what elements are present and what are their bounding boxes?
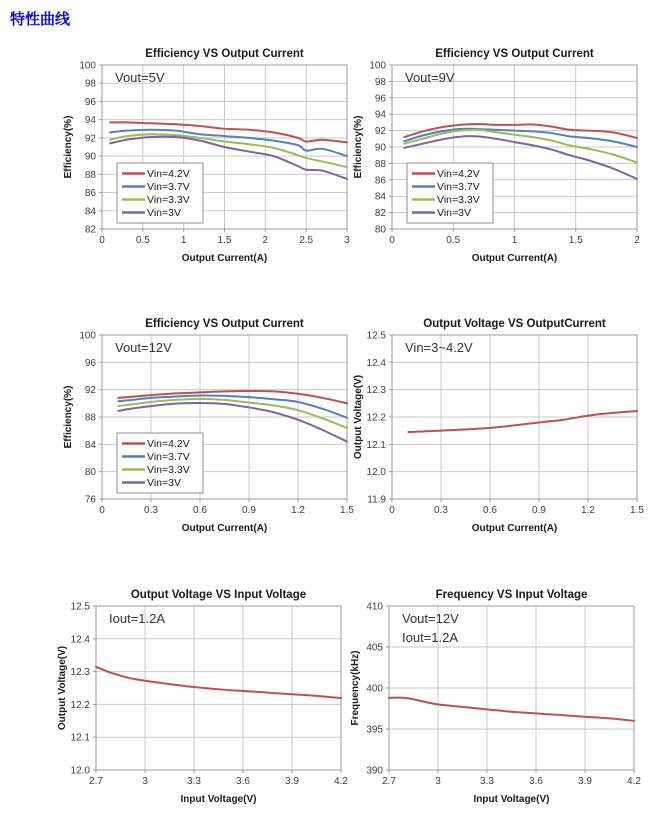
x-tick-label: 1.2	[291, 505, 305, 516]
x-tick-label: 0	[389, 505, 395, 516]
x-tick-label: 0.3	[144, 505, 158, 516]
y-tick-label: 88	[84, 169, 96, 181]
y-tick-label: 82	[374, 208, 386, 220]
x-tick-label: 0.5	[135, 235, 150, 246]
legend-label-vin-3-3v: Vin=3.3V	[147, 464, 190, 476]
y-tick-label: 12.4	[70, 634, 90, 646]
x-tick-label: 3.9	[285, 776, 299, 787]
chart-svg	[56, 586, 351, 808]
chart-svg	[62, 315, 357, 537]
condition-annotation: Vin=3~4.2V	[405, 340, 473, 355]
x-tick-label: 1.5	[340, 505, 354, 516]
x-tick-label: 1	[180, 235, 187, 246]
x-tick-label: 4.2	[627, 776, 641, 787]
y-tick-label: 12.3	[366, 385, 386, 397]
chart-efficiency-vs-output-current-vout5v	[62, 45, 357, 267]
y-tick-label: 96	[84, 357, 96, 369]
chart-title: Frequency VS Input Voltage	[435, 589, 588, 601]
condition-annotation: Iout=1.2A	[402, 630, 459, 645]
chart-frequency-vs-input-voltage	[349, 586, 644, 808]
condition-annotation: Vout=5V	[115, 70, 165, 85]
x-tick-label: 3.3	[480, 776, 494, 787]
x-tick-label: 0.3	[434, 505, 448, 516]
legend-label-vin-4-2v: Vin=4.2V	[147, 438, 190, 450]
condition-annotation: Vout=12V	[115, 340, 172, 355]
y-tick-label: 76	[84, 494, 96, 506]
chart-output-voltage-vs-input-voltage	[56, 586, 351, 808]
x-tick-label: 3.3	[187, 776, 201, 787]
x-axis-label: Output Current(A)	[181, 253, 268, 264]
legend-label-vin-3-3v: Vin=3.3V	[437, 194, 480, 206]
chart-title: Efficiency VS Output Current	[435, 48, 594, 60]
y-axis-label: Efficiency(%)	[63, 115, 74, 179]
series-line-vout	[408, 411, 637, 432]
x-axis-label: Input Voltage(V)	[180, 794, 257, 805]
x-tick-label: 3	[435, 776, 441, 787]
x-tick-label: 0	[99, 235, 105, 246]
y-tick-label: 12.0	[70, 765, 90, 777]
x-tick-label: 2.7	[382, 776, 396, 787]
y-tick-label: 96	[374, 93, 386, 105]
condition-annotation: Iout=1.2A	[109, 611, 166, 626]
chart-title: Output Voltage VS OutputCurrent	[423, 318, 606, 330]
y-tick-label: 80	[84, 467, 96, 479]
y-axis-label: Output Voltage(V)	[353, 374, 364, 460]
x-tick-label: 3.6	[529, 776, 543, 787]
x-tick-label: 0.6	[483, 505, 497, 516]
y-tick-label: 94	[374, 109, 386, 121]
y-tick-label: 12.4	[366, 357, 386, 369]
legend-label-vin-3-7v: Vin=3.7V	[147, 181, 190, 193]
x-tick-label: 2	[634, 235, 640, 246]
x-tick-label: 2.5	[299, 235, 314, 246]
x-tick-label: 3.6	[236, 776, 250, 787]
chart-output-voltage-vs-output-current	[352, 315, 647, 537]
y-tick-label: 84	[84, 439, 96, 451]
y-tick-label: 88	[374, 158, 386, 170]
series-line-frequency	[389, 698, 634, 721]
chart-efficiency-vs-output-current-vout12v	[62, 315, 357, 537]
y-tick-label: 80	[374, 224, 386, 236]
x-tick-label: 1.5	[568, 235, 583, 246]
y-tick-label: 98	[84, 78, 96, 90]
y-tick-label: 84	[84, 206, 96, 218]
condition-annotation: Vout=12V	[402, 611, 459, 626]
page-title: 特性曲线	[10, 11, 71, 28]
x-tick-label: 2.7	[89, 776, 103, 787]
y-tick-label: 395	[366, 724, 383, 736]
y-tick-label: 100	[79, 60, 96, 72]
x-tick-label: 1.5	[630, 505, 644, 516]
condition-annotation: Vout=9V	[405, 70, 455, 85]
x-tick-label: 3	[344, 235, 350, 246]
y-tick-label: 12.3	[70, 667, 90, 679]
chart-svg	[349, 586, 644, 808]
y-tick-label: 92	[84, 385, 96, 397]
x-axis-label: Output Current(A)	[181, 523, 268, 534]
series-line-vin-4-2v	[110, 122, 347, 142]
y-axis-label: Efficiency(%)	[353, 115, 364, 179]
y-tick-label: 90	[84, 151, 96, 163]
x-tick-label: 4.2	[334, 776, 348, 787]
y-tick-label: 12.0	[366, 467, 386, 479]
x-tick-label: 1.2	[581, 505, 595, 516]
x-tick-label: 0.9	[532, 505, 546, 516]
legend-label-vin-3-7v: Vin=3.7V	[437, 181, 480, 193]
legend-label-vin-3-7v: Vin=3.7V	[147, 451, 190, 463]
y-tick-label: 96	[84, 96, 96, 108]
x-tick-label: 0	[389, 235, 395, 246]
y-tick-label: 82	[84, 224, 96, 236]
chart-efficiency-vs-output-current-vout9v	[352, 45, 647, 267]
y-tick-label: 92	[84, 133, 96, 145]
chart-title: Output Voltage VS Input Voltage	[130, 589, 307, 601]
y-tick-label: 88	[84, 412, 96, 424]
y-tick-label: 12.2	[70, 699, 90, 711]
x-tick-label: 0.5	[446, 235, 461, 246]
x-tick-label: 0	[99, 505, 105, 516]
x-tick-label: 3	[142, 776, 148, 787]
x-tick-label: 3.9	[578, 776, 592, 787]
chart-svg	[62, 45, 357, 267]
y-tick-label: 92	[374, 126, 386, 138]
chart-svg	[352, 45, 647, 267]
x-tick-label: 0.6	[193, 505, 207, 516]
y-tick-label: 86	[84, 188, 96, 200]
y-tick-label: 86	[374, 175, 386, 187]
y-tick-label: 100	[79, 330, 96, 342]
y-tick-label: 98	[374, 76, 386, 88]
y-tick-label: 12.1	[70, 732, 90, 744]
y-axis-label: Output Voltage(V)	[57, 645, 68, 731]
chart-title: Efficiency VS Output Current	[145, 48, 304, 60]
y-tick-label: 100	[369, 60, 386, 72]
plot-border	[96, 606, 341, 770]
y-tick-label: 12.2	[366, 412, 386, 424]
x-axis-label: Output Current(A)	[471, 523, 558, 534]
series-line-vin-3-3v	[118, 399, 347, 428]
legend	[117, 433, 203, 493]
x-tick-label: 0.9	[242, 505, 256, 516]
legend-label-vin-3v: Vin=3V	[147, 207, 181, 219]
y-tick-label: 94	[84, 115, 96, 127]
x-tick-label: 1.5	[217, 235, 232, 246]
x-tick-label: 1	[511, 235, 518, 246]
y-tick-label: 400	[366, 683, 383, 695]
x-axis-label: Output Current(A)	[471, 253, 558, 264]
chart-title: Efficiency VS Output Current	[145, 318, 304, 330]
y-tick-label: 12.1	[366, 439, 386, 451]
legend	[117, 163, 203, 223]
y-tick-label: 12.5	[366, 330, 386, 342]
y-axis-label: Frequency(kHz)	[350, 650, 361, 726]
x-tick-label: 2	[262, 235, 269, 246]
y-tick-label: 84	[374, 191, 386, 203]
legend-label-vin-3v: Vin=3V	[147, 477, 181, 489]
chart-svg	[352, 315, 647, 537]
series-line-vin-3-3v	[404, 130, 637, 163]
y-tick-label: 90	[374, 142, 386, 154]
y-tick-label: 390	[366, 765, 383, 777]
x-axis-label: Input Voltage(V)	[473, 794, 550, 805]
y-tick-label: 12.5	[70, 601, 90, 613]
legend-label-vin-4-2v: Vin=4.2V	[437, 168, 480, 180]
legend-label-vin-3v: Vin=3V	[437, 207, 471, 219]
y-axis-label: Efficiency(%)	[63, 385, 74, 449]
legend-label-vin-3-3v: Vin=3.3V	[147, 194, 190, 206]
legend	[407, 163, 493, 223]
y-tick-label: 11.9	[367, 494, 386, 506]
y-tick-label: 405	[366, 642, 383, 654]
legend-label-vin-4-2v: Vin=4.2V	[147, 168, 190, 180]
y-tick-label: 410	[366, 601, 383, 613]
